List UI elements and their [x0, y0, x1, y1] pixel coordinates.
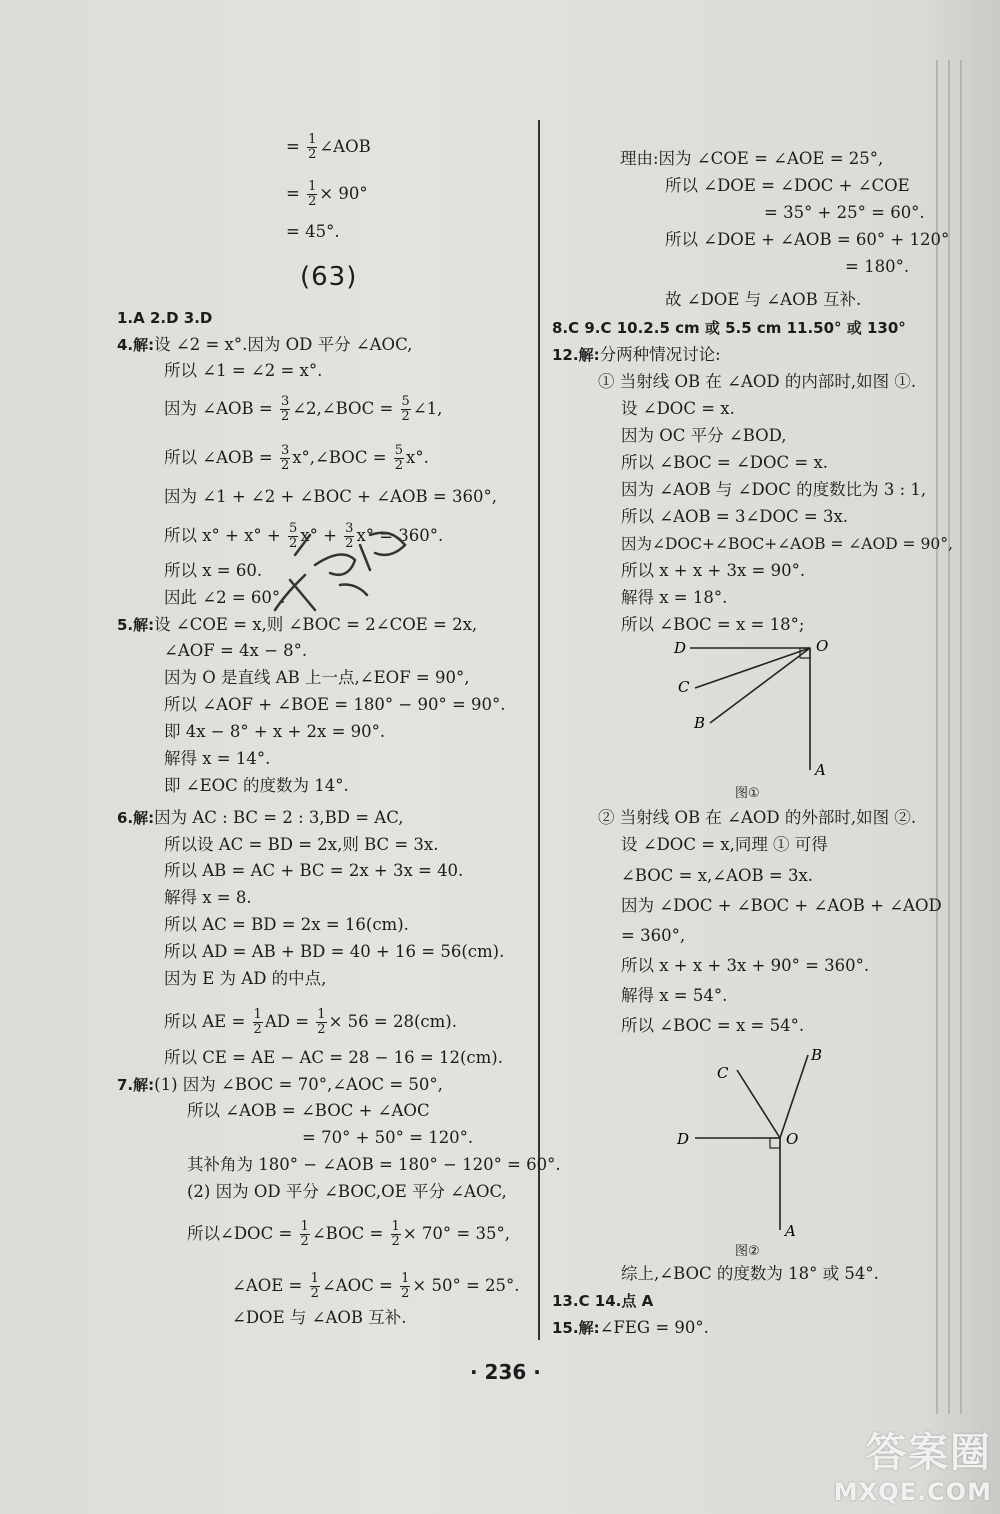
- label-d: D: [677, 1130, 690, 1148]
- numerator: 1: [391, 1219, 400, 1234]
- text: × 56 = 28(cm).: [328, 1012, 457, 1031]
- text-line: 所以 ∠AOB = ∠BOC + ∠AOC: [187, 1101, 430, 1120]
- answer-line: [117, 308, 212, 328]
- fraction: [253, 1008, 263, 1037]
- question-15: [552, 1318, 709, 1338]
- text: ∠AOC =: [321, 1276, 399, 1295]
- text-line: 所以 ∠1 = ∠2 = x°.: [164, 361, 323, 380]
- text: =: [286, 137, 306, 156]
- fraction: [400, 1272, 410, 1301]
- numerator: 1: [308, 179, 317, 194]
- text-line: 设 ∠DOC = x,同理 ① 可得: [621, 835, 828, 854]
- text: 所以 AE =: [164, 1012, 251, 1031]
- text-line: 所以 CE = AE − AC = 28 − 16 = 12(cm).: [164, 1048, 503, 1067]
- denominator: 2: [401, 409, 410, 424]
- question-6: [117, 808, 404, 828]
- denominator: 2: [289, 536, 298, 551]
- page-edge: [936, 60, 938, 1414]
- answer-line: [552, 318, 906, 338]
- fraction: [316, 1008, 326, 1037]
- text-line: 所以 ∠DOE = ∠DOC + ∠COE: [665, 176, 910, 195]
- numerator: 1: [401, 1271, 410, 1286]
- text: 设 ∠COE = x,则 ∠BOC = 2∠COE = 2x,: [154, 615, 478, 634]
- text: ∠2,∠BOC =: [292, 399, 399, 418]
- watermark-url: MXQE.COM: [833, 1478, 992, 1506]
- numerator: 5: [289, 521, 298, 536]
- text-line: 所以 ∠AOF + ∠BOE = 180° − 90° = 90°.: [164, 695, 506, 714]
- figure-2-caption: 图②: [735, 1244, 760, 1259]
- page-number: · 236 ·: [470, 1360, 541, 1384]
- label-o: O: [786, 1130, 799, 1148]
- ray-ob: [710, 648, 810, 723]
- question-label: 12.解:: [552, 346, 600, 364]
- text-line: 解得 x = 18°.: [621, 588, 728, 607]
- answers: 1.A 2.D 3.D: [117, 309, 213, 327]
- text-line: 其补角为 180° − ∠AOB = 180° − 120° = 60°.: [187, 1155, 561, 1174]
- text-line: [286, 133, 371, 162]
- text-line: 综上,∠BOC 的度数为 18° 或 54°.: [621, 1264, 879, 1283]
- numerator: 1: [253, 1007, 262, 1022]
- handwriting-scribble: [255, 515, 425, 625]
- section-number: (63): [300, 262, 358, 292]
- text: 所以 ∠AOB =: [164, 448, 278, 467]
- text: × 70° = 35°,: [402, 1224, 510, 1243]
- denominator: 2: [401, 1286, 410, 1301]
- text: × 50° = 25°.: [412, 1276, 520, 1295]
- text-line: [164, 1008, 457, 1037]
- right-angle-mark: [770, 1138, 780, 1148]
- text-line: 所以 AD = AB + BD = 40 + 16 = 56(cm).: [164, 942, 505, 961]
- text: x°.: [406, 448, 429, 467]
- text-line: [164, 395, 442, 424]
- denominator: 2: [280, 458, 290, 473]
- answers: 13.C 14.点 A: [552, 1292, 654, 1310]
- fraction: [300, 1220, 310, 1249]
- text-line: 所以 x = 60.: [164, 561, 263, 580]
- figure-1: [660, 630, 840, 780]
- label-b: B: [694, 714, 706, 732]
- fraction: [280, 395, 290, 424]
- text-line: 解得 x = 14°.: [164, 749, 271, 768]
- watermark-logo-text: 答案圈: [866, 1430, 992, 1476]
- text-line: = 35° + 25° = 60°.: [764, 203, 925, 222]
- fraction: [401, 395, 411, 424]
- ray-ob: [780, 1055, 808, 1138]
- denominator: 2: [391, 1234, 400, 1249]
- text-line: [187, 1220, 510, 1249]
- text-line: 即 4x − 8° + x + 2x = 90°.: [164, 722, 386, 741]
- ray-oc: [737, 1070, 780, 1138]
- question-label: 5.解:: [117, 616, 155, 634]
- denominator: 2: [310, 1286, 319, 1301]
- text-line: [286, 180, 368, 209]
- watermark: [834, 1421, 992, 1506]
- fraction: [307, 133, 317, 162]
- question-4: [117, 335, 412, 355]
- text-line: 因为 ∠DOC + ∠BOC + ∠AOB + ∠AOD: [621, 896, 942, 915]
- text-line: ∠AOF = 4x − 8°.: [164, 641, 308, 660]
- question-7: [117, 1075, 443, 1095]
- text: ∠AOE =: [232, 1276, 308, 1295]
- text: 设 ∠2 = x°.因为 OD 平分 ∠AOC,: [154, 335, 413, 354]
- text-line: = 360°,: [621, 926, 686, 945]
- numerator: 1: [300, 1219, 309, 1234]
- text-line: 所以设 AC = BD = 2x,则 BC = 3x.: [164, 835, 439, 854]
- text: × 90°: [319, 184, 368, 203]
- question-label: 4.解:: [117, 336, 155, 354]
- numerator: 5: [394, 443, 404, 458]
- text: ∠BOC =: [311, 1224, 389, 1243]
- text-line: 因为 ∠AOB 与 ∠DOC 的度数比为 3 : 1,: [621, 480, 927, 499]
- text-line: [232, 1272, 520, 1301]
- question-label: 7.解:: [117, 1076, 155, 1094]
- text-line: 设 ∠DOC = x.: [621, 399, 735, 418]
- numerator: 1: [308, 132, 317, 147]
- answer-line: [552, 1291, 653, 1311]
- text-line: 因为∠DOC+∠BOC+∠AOB = ∠AOD = 90°,: [621, 535, 953, 553]
- label-a: A: [785, 1222, 796, 1240]
- text-line: [164, 444, 429, 473]
- text-line: 所以 x + x + 3x + 90° = 360°.: [621, 956, 870, 975]
- text: x° = 360°.: [356, 526, 444, 545]
- fraction: [280, 444, 290, 473]
- denominator: 2: [308, 147, 317, 162]
- text-line: 所以 ∠BOC = x = 54°.: [621, 1016, 805, 1035]
- text-line: ∠BOC = x,∠AOB = 3x.: [621, 866, 814, 885]
- numerator: 3: [345, 521, 354, 536]
- text: 因为 AC : BC = 2 : 3,BD = AC,: [154, 808, 404, 827]
- text: 所以∠DOC =: [187, 1224, 298, 1243]
- denominator: 2: [300, 1234, 309, 1249]
- label-a: A: [815, 761, 826, 779]
- label-b: B: [811, 1046, 823, 1064]
- numerator: 5: [401, 394, 410, 409]
- text-line: ① 当射线 OB 在 ∠AOD 的内部时,如图 ①.: [598, 372, 917, 391]
- text-line: 因此 ∠2 = 60°.: [164, 588, 286, 607]
- text-line: = 45°.: [286, 222, 340, 241]
- text-line: 因为 ∠1 + ∠2 + ∠BOC + ∠AOB = 360°,: [164, 487, 497, 506]
- denominator: 2: [253, 1022, 262, 1037]
- text: AD =: [264, 1012, 315, 1031]
- text-line: 理由:因为 ∠COE = ∠AOE = 25°,: [620, 149, 884, 168]
- denominator: 2: [394, 458, 404, 473]
- text: ∠FEG = 90°.: [599, 1318, 709, 1337]
- fraction: [310, 1272, 320, 1301]
- question-label: 15.解:: [552, 1319, 600, 1337]
- text-line: 所以 x + x + 3x = 90°.: [621, 561, 806, 580]
- text-line: ∠DOE 与 ∠AOB 互补.: [232, 1308, 407, 1327]
- text-line: (2) 因为 OD 平分 ∠BOC,OE 平分 ∠AOC,: [187, 1182, 507, 1201]
- label-c: C: [717, 1064, 729, 1082]
- text: x° +: [300, 526, 343, 545]
- text-line: 所以 AB = AC + BC = 2x + 3x = 40.: [164, 861, 464, 880]
- text: =: [286, 184, 306, 203]
- text-line: 所以 ∠BOC = ∠DOC = x.: [621, 453, 829, 472]
- fraction: [394, 444, 404, 473]
- text: 分两种情况讨论:: [599, 345, 721, 364]
- text-line: = 70° + 50° = 120°.: [302, 1128, 474, 1147]
- text-line: 解得 x = 8.: [164, 888, 252, 907]
- text-line: 所以 ∠BOC = x = 18°;: [621, 615, 805, 634]
- label-o: O: [816, 637, 829, 655]
- denominator: 2: [308, 194, 317, 209]
- text-line: 因为 OC 平分 ∠BOD,: [621, 426, 787, 445]
- text: ∠AOB: [319, 137, 371, 156]
- question-12: [552, 345, 721, 365]
- text-line: 所以 ∠DOE + ∠AOB = 60° + 120°: [665, 230, 950, 249]
- numerator: 3: [280, 443, 290, 458]
- text: 所以 x° + x° +: [164, 526, 286, 545]
- text: x°,∠BOC =: [292, 448, 392, 467]
- numerator: 1: [317, 1007, 326, 1022]
- label-d: D: [674, 639, 687, 657]
- text: ∠1,: [412, 399, 443, 418]
- ray-oc: [695, 648, 810, 688]
- question-label: 6.解:: [117, 809, 155, 827]
- figure-1-caption: 图①: [735, 786, 760, 801]
- text-line: = 180°.: [845, 257, 910, 276]
- fraction: [391, 1220, 401, 1249]
- text-line: 因为 O 是直线 AB 上一点,∠EOF = 90°,: [164, 668, 470, 687]
- text-line: ② 当射线 OB 在 ∠AOD 的外部时,如图 ②.: [598, 808, 917, 827]
- page-edge: [948, 60, 950, 1414]
- text-line: 即 ∠EOC 的度数为 14°.: [164, 776, 349, 795]
- page-edge: [960, 60, 962, 1414]
- text-line: 所以 AC = BD = 2x = 16(cm).: [164, 915, 409, 934]
- denominator: 2: [317, 1022, 326, 1037]
- text-line: 解得 x = 54°.: [621, 986, 728, 1005]
- denominator: 2: [280, 409, 290, 424]
- text-line: 因为 E 为 AD 的中点,: [164, 969, 327, 988]
- text-line: 所以 ∠AOB = 3∠DOC = 3x.: [621, 507, 849, 526]
- answers: 8.C 9.C 10.2.5 cm 或 5.5 cm 11.50° 或 130°: [552, 319, 906, 337]
- text: 因为 ∠AOB =: [164, 399, 278, 418]
- text: (1) 因为 ∠BOC = 70°,∠AOC = 50°,: [154, 1075, 443, 1094]
- numerator: 1: [310, 1271, 319, 1286]
- denominator: 2: [345, 536, 354, 551]
- numerator: 3: [280, 394, 290, 409]
- fraction: [307, 180, 317, 209]
- label-c: C: [678, 678, 690, 696]
- figure-2: [665, 1040, 845, 1240]
- text-line: 故 ∠DOE 与 ∠AOB 互补.: [665, 290, 862, 309]
